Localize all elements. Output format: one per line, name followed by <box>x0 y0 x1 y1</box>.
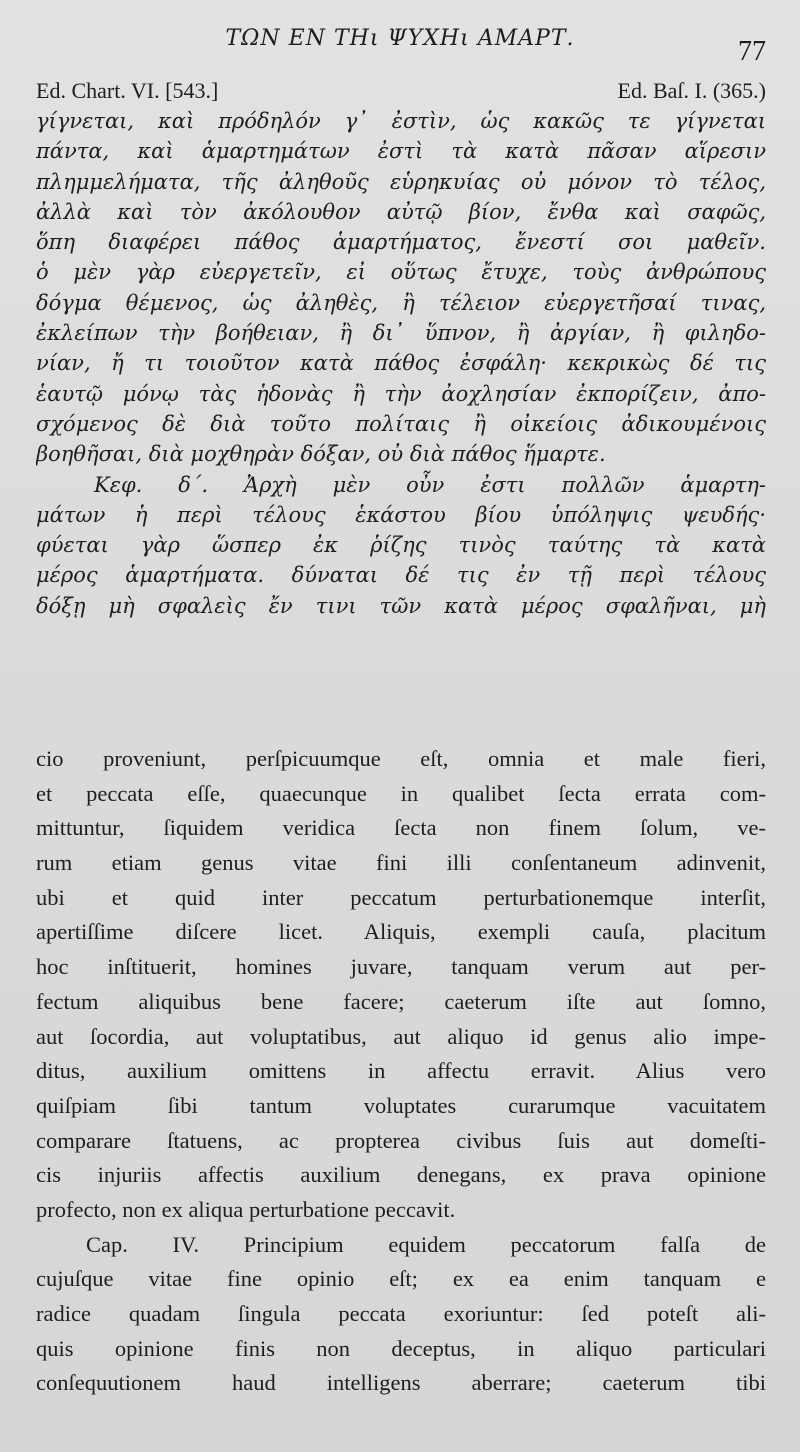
greek-text-block <box>36 106 766 621</box>
latin-line: profecto, non ex aliqua perturbatione peccavit. <box>36 1196 456 1222</box>
greek-line: ἀλλὰ καὶ τὸν ἀκόλουθον αὐτῷ βίον, ἔνθα καὶ σαφῶς, <box>36 199 766 224</box>
latin-line: cujuſque vitae fine opinio eſt; ex ea enim tanquam e <box>36 1266 766 1292</box>
running-title: ΤΩΝ ΕΝ ΤΗι ΨΥΧΗι ΑΜΑΡΤ. <box>225 26 575 51</box>
latin-line: hoc inſtituerit, homines juvare, tanquam verum aut per- <box>36 954 766 980</box>
latin-line: fectum aliquibus bene facere; caeterum iſte aut ſomno, <box>36 988 766 1014</box>
latin-line: quiſpiam ſibi tantum voluptates curarumque vacuitatem <box>36 1092 766 1118</box>
greek-line: πλημμελήματα, τῆς ἀληθοῦς εὑρηκυίας οὐ μόνον τὸ τέλος, <box>36 169 766 194</box>
latin-line: aut ſocordia, aut voluptatibus, aut aliquo id genus alio impe- <box>36 1023 766 1049</box>
latin-line: cis injuriis affectis auxilium denegans, ex prava opinione <box>36 1162 766 1188</box>
latin-line: apertiſſime diſcere licet. Aliquis, exempli cauſa, placitum <box>36 919 766 945</box>
greek-line: σχόμενος δὲ διὰ τοῦτο πολίταις ἢ οἰκείοις ἀδικουμένοις <box>36 411 766 436</box>
latin-line: ubi et quid inter peccatum perturbationemque interſit, <box>36 884 766 910</box>
latin-line: quis opinione finis non deceptus, in aliquo particulari <box>36 1335 766 1361</box>
latin-line: ditus, auxilium omittens in affectu erravit. Alius vero <box>36 1058 766 1084</box>
latin-text-block <box>36 742 766 1401</box>
greek-line: βοηθῆσαι, διὰ μοχθηρὰν δόξαν, οὐ διὰ πάθος ἥμαρτε. <box>36 442 606 467</box>
greek-line: ἑαυτῷ μόνῳ τὰς ἡδονὰς ἢ τὴν ἀοχλησίαν ἐκπορίζειν, ἀπο- <box>36 381 766 406</box>
greek-line: μάτων ἡ περὶ τέλους ἑκάστου βίου ὑπόληψις ψευδής· <box>36 502 766 527</box>
greek-line: ὁ μὲν γὰρ εὐεργετεῖν, εἰ οὕτως ἔτυχε, τοὺς ἀνθρώπους <box>36 260 766 285</box>
greek-line: γίγνεται, καὶ πρόδηλόν γ᾽ ἐστὶν, ὡς κακῶς τε γίγνεται <box>36 109 766 133</box>
greek-line: δόξῃ μὴ σφαλεὶς ἔν τινι τῶν κατὰ μέρος σφαλῆναι, μὴ <box>36 593 766 618</box>
latin-line: mittuntur, ſiquidem veridica ſecta non finem ſolum, ve- <box>36 815 766 841</box>
greek-line: μέρος ἁμαρτήματα. δύναται δέ τις ἐν τῇ περὶ τέλους <box>36 563 766 588</box>
greek-line: δόγμα θέμενος, ὡς ἀληθὲς, ἢ τέλειον εὐεργετῆσαί τινας, <box>36 290 766 315</box>
latin-line: radice quadam ſingula peccata exoriuntur: ſed poteſt ali- <box>36 1301 766 1326</box>
greek-line: νίαν, ἤ τι τοιοῦτον κατὰ πάθος ἐσφάλη· κεκρικὼς δέ τις <box>36 351 766 376</box>
edition-reference-left: Ed. Chart. VI. [543.] <box>36 78 219 103</box>
greek-line: πάντα, καὶ ἁμαρτημάτων ἐστὶ τὰ κατὰ πᾶσαν αἵρεσιν <box>36 139 766 164</box>
page-number: 77 <box>738 36 766 67</box>
latin-line: comparare ſtatuens, ac propterea civibus ſuis aut domeſti- <box>36 1127 766 1153</box>
latin-line: conſequutionem haud intelligens aberrare; caeterum tibi <box>36 1370 766 1396</box>
latin-chapter-heading-line: Cap. IV. Principium equidem peccatorum falſa de <box>86 1231 766 1257</box>
greek-line: ὅπη διαφέρει πάθος ἁμαρτήματος, ἔνεστί σοι μαθεῖν. <box>36 230 766 255</box>
latin-line: et peccata eſſe, quaecunque in qualibet ſecta errata com- <box>36 780 766 806</box>
greek-line: φύεται γὰρ ὥσπερ ἐκ ῥίζης τινὸς ταύτης τὰ κατὰ <box>36 533 766 558</box>
greek-chapter-heading-line: Κεφ. δ΄. Ἀρχὴ μὲν οὖν ἐστι πολλῶν ἁμαρτη- <box>94 472 766 497</box>
greek-line: ἐκλείπων τὴν βοήθειαν, ἢ δι᾽ ὕπνον, ἢ ἀργίαν, ἢ φιληδο- <box>36 321 766 346</box>
latin-line: rum etiam genus vitae fini illi conſentaneum adinvenit, <box>36 850 766 876</box>
edition-reference-right: Ed. Baſ. I. (365.) <box>617 78 766 103</box>
latin-line: cio proveniunt, perſpicuumque eſt, omnia et male fieri, <box>36 746 766 771</box>
